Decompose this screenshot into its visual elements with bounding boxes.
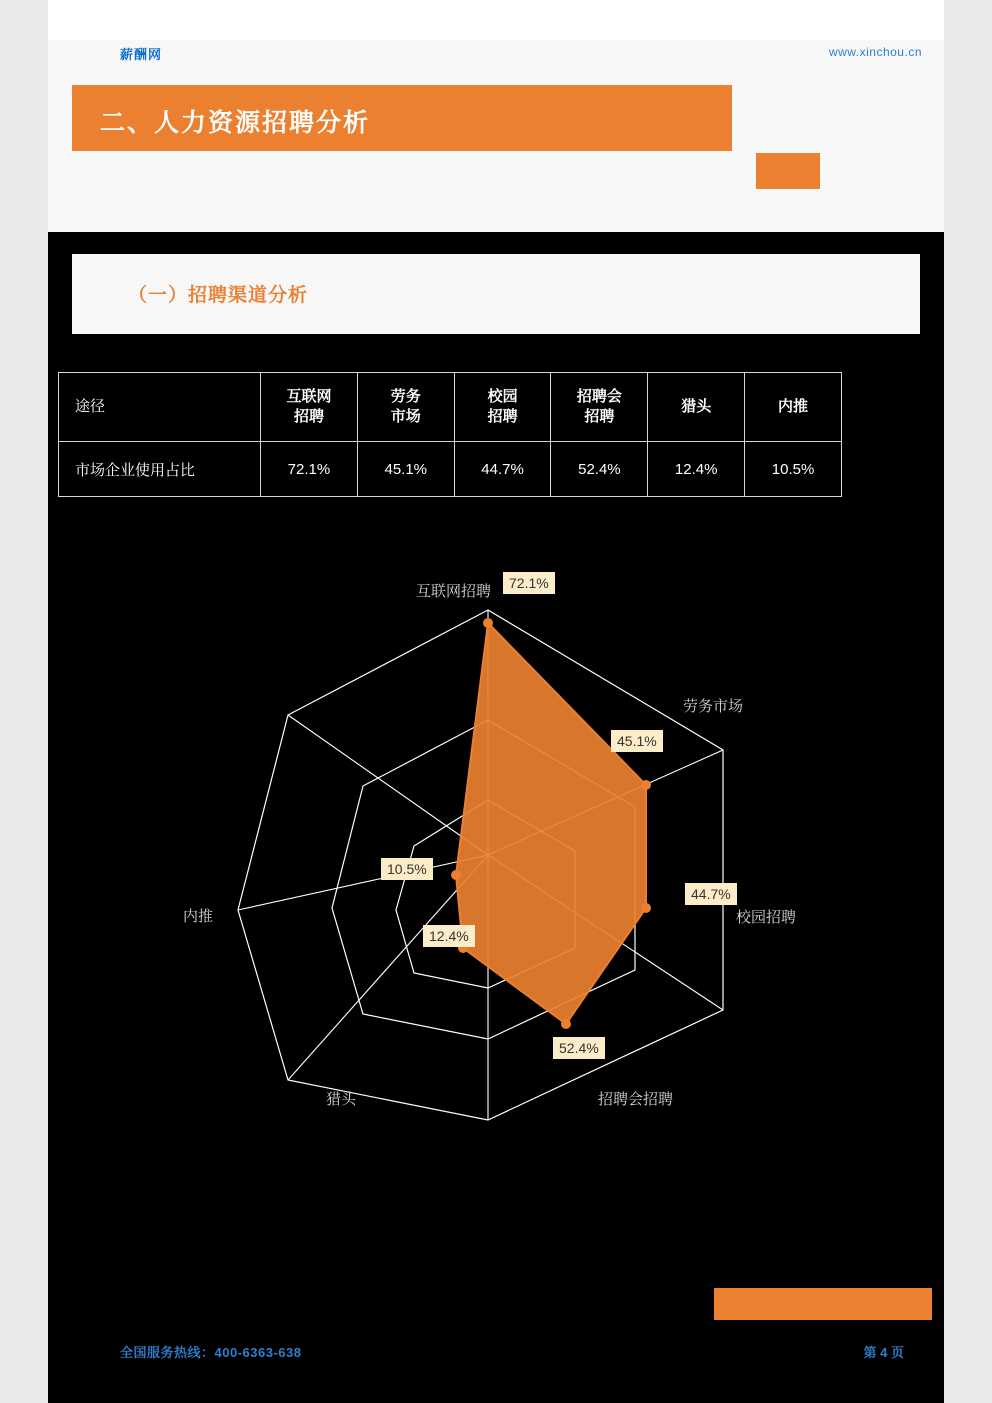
table-header-cell-3: [454, 373, 551, 442]
table-header-cell-2: [357, 373, 454, 442]
brand-logo: 薪酬网: [120, 47, 163, 62]
table-header-cell-1-line2: 招聘: [293, 408, 324, 425]
table-cell-referral: 10.5%: [745, 442, 842, 497]
radar-axis-label-headhunter: 猎头: [326, 1091, 357, 1108]
table-header-cell-5: 猎头: [648, 373, 745, 442]
radar-value-label-referral: 10.5%: [381, 858, 433, 880]
radar-value-label-headhunter: 12.4%: [423, 925, 475, 947]
table-header-row: [59, 373, 842, 442]
subsection-card: [72, 254, 920, 334]
table-header-cell-4-line1: 招聘会: [576, 388, 622, 405]
radar-value-label-campus: 44.7%: [685, 883, 737, 905]
brand-url: www.xinchou.cn: [828, 45, 922, 59]
radar-value-label-jobfair: 52.4%: [553, 1037, 605, 1059]
footer-hotline: 全国服务热线：400-6363-638: [120, 1345, 302, 1360]
radar-axis-label-jobfair: 招聘会招聘: [598, 1091, 674, 1108]
table-row-label: 市场企业使用占比: [59, 442, 261, 497]
report-page: [48, 0, 944, 1403]
table-header-cell-3-line2: 招聘: [487, 408, 518, 425]
table-cell-labor-market: 45.1%: [357, 442, 454, 497]
table-header-cell-0: 途径: [59, 373, 261, 442]
section-accent-block: [756, 153, 820, 189]
radar-axis-label-referral: 内推: [183, 908, 214, 925]
section-title-bar: [72, 85, 732, 151]
footer-page-number: 第 4 页: [863, 1345, 904, 1360]
table-header-cell-2-line2: 市场: [390, 408, 421, 425]
table-cell-internet: 72.1%: [261, 442, 358, 497]
radar-chart: [48, 520, 944, 1160]
footer-accent-block: [714, 1288, 932, 1320]
table-cell-campus: 44.7%: [454, 442, 551, 497]
table-header-cell-4: [551, 373, 648, 442]
radar-value-label-labor-market: 45.1%: [611, 730, 663, 752]
table-header-cell-6: 内推: [745, 373, 842, 442]
channel-table: [58, 372, 842, 497]
radar-chart-svg: [48, 520, 944, 1160]
table-header-cell-4-line2: 招聘: [584, 408, 615, 425]
table-header-cell-1-line1: 互联网: [286, 388, 332, 405]
table-header-cell-2-line1: 劳务: [390, 388, 421, 405]
table-cell-jobfair: 52.4%: [551, 442, 648, 497]
radar-series-area: [456, 623, 646, 1024]
subsection-title: （一）招聘渠道分析: [128, 285, 309, 306]
table-header-cell-3-line1: 校园: [487, 388, 518, 405]
header-band-top: [48, 0, 944, 40]
page-title: 二、人力资源招聘分析: [100, 109, 371, 137]
radar-axis-label-labor-market: 劳务市场: [683, 698, 744, 715]
table-header-cell-1: [261, 373, 358, 442]
table-row: [59, 442, 842, 497]
radar-axis-label-internet: 互联网招聘: [416, 583, 492, 600]
radar-value-label-internet: 72.1%: [503, 572, 555, 594]
radar-axis-label-campus: 校园招聘: [736, 909, 797, 926]
table-cell-headhunter: 12.4%: [648, 442, 745, 497]
